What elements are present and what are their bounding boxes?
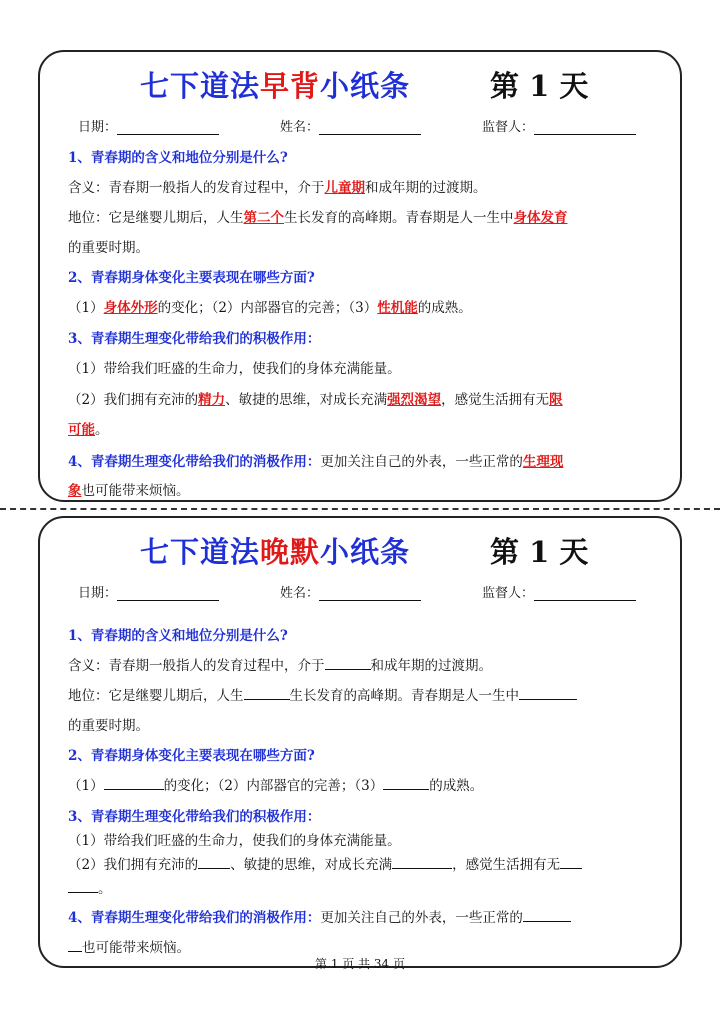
name-blank[interactable] — [319, 586, 421, 601]
date-label: 日期： — [78, 120, 118, 135]
answer-second: 第二个 — [243, 210, 284, 226]
positive-line-2-cont — [68, 418, 652, 438]
supervisor-field[interactable] — [482, 116, 636, 135]
card-title — [140, 64, 410, 105]
supervisor-field[interactable] — [482, 582, 636, 601]
text: （2）我们拥有充沛的 — [68, 392, 199, 408]
fill-blank[interactable] — [68, 938, 82, 952]
text: 也可能带来烦恼。 — [82, 940, 190, 956]
date-label: 日期： — [78, 586, 118, 601]
status-line — [68, 206, 652, 226]
title-prefix: 七下道法 — [140, 535, 261, 569]
question-2: 2、青春期身体变化主要表现在哪些方面? — [68, 748, 315, 764]
date-field[interactable] — [78, 582, 219, 601]
title-suffix: 小纸条 — [320, 535, 411, 569]
day-label: 第 1 天 — [490, 69, 589, 103]
question-1: 1、青春期的含义和地位分别是什么? — [68, 628, 288, 644]
card-title-row — [40, 64, 680, 108]
supervisor-label: 监督人： — [482, 120, 535, 135]
fill-blank[interactable] — [519, 686, 577, 700]
question-2: 2、青春期身体变化主要表现在哪些方面? — [68, 270, 315, 286]
answer-physiological: 生理现 — [522, 454, 564, 470]
status-line — [68, 684, 652, 704]
positive-line-1: （1）带给我们旺盛的生命力，使我们的身体充满能量。 — [68, 833, 401, 849]
date-blank[interactable] — [117, 586, 219, 601]
text: 、敏捷的思维，对成长充满 — [225, 392, 388, 408]
title-highlight: 早背 — [260, 69, 321, 103]
title-highlight: 晚默 — [260, 535, 321, 569]
fill-blank[interactable] — [383, 776, 429, 790]
text: 生长发育的高峰期。青春期是人一生中 — [289, 688, 519, 704]
answer-body-shape: 身体外形 — [103, 300, 158, 316]
fill-blank[interactable] — [104, 776, 164, 790]
text: 含义：青春期一般指人的发育过程中，介于 — [68, 180, 325, 196]
question-4-cont — [68, 936, 652, 956]
evening-dictation-card — [38, 516, 682, 968]
text: 。 — [98, 881, 112, 897]
name-label: 姓名： — [280, 586, 320, 601]
positive-line-1: （1）带给我们旺盛的生命力，使我们的身体充满能量。 — [68, 361, 401, 377]
question-1: 1、青春期的含义和地位分别是什么? — [68, 150, 288, 166]
card-title — [140, 530, 410, 571]
text: 也可能带来烦恼。 — [81, 483, 190, 499]
supervisor-blank[interactable] — [534, 586, 636, 601]
answer-energy: 精力 — [198, 392, 226, 408]
question-4: 4、青春期生理变化带给我们的消极作用： — [68, 454, 321, 470]
date-field[interactable] — [78, 116, 219, 135]
name-field[interactable] — [280, 116, 421, 135]
answer-sexual-function: 性机能 — [377, 300, 418, 316]
fill-blank[interactable] — [523, 908, 571, 922]
text: 的成熟。 — [417, 300, 472, 316]
definition-line — [68, 176, 652, 196]
answer-possible: 可能 — [68, 422, 95, 438]
text: ，感觉生活拥有无 — [441, 392, 550, 408]
answer-phenomenon: 象 — [68, 483, 82, 499]
page-footer: 第 1 页 共 34 页 — [315, 957, 405, 971]
answer-limit: 限 — [549, 392, 563, 408]
question-3: 3、青春期生理变化带给我们的积极作用： — [68, 331, 321, 347]
question-4-cont — [68, 479, 652, 499]
text: 和成年期的过渡期。 — [365, 180, 487, 196]
text: 含义：青春期一般指人的发育过程中，介于 — [68, 658, 325, 674]
answer-body-development: 身体发育 — [513, 210, 568, 226]
text: 的成熟。 — [429, 778, 484, 794]
question-4-line — [68, 450, 652, 470]
fill-blank[interactable] — [244, 686, 290, 700]
card-title-row — [40, 530, 680, 574]
supervisor-label: 监督人： — [482, 586, 535, 601]
name-field[interactable] — [280, 582, 421, 601]
text: 地位：它是继婴儿期后，人生 — [68, 210, 244, 226]
date-blank[interactable] — [117, 120, 219, 135]
positive-line-2-cont — [68, 877, 652, 897]
answer-strong-desire: 强烈渴望 — [387, 392, 442, 408]
positive-line-2 — [68, 388, 652, 408]
morning-recite-card — [38, 50, 682, 502]
title-suffix: 小纸条 — [320, 69, 411, 103]
fill-blank[interactable] — [392, 855, 452, 869]
answer-childhood: 儿童期 — [324, 180, 365, 196]
text: 的变化；（2）内部器官的完善；（3） — [163, 778, 384, 794]
body-change-line — [68, 296, 652, 316]
text: 地位：它是继婴儿期后，人生 — [68, 688, 244, 704]
text: 的变化；（2）内部器官的完善；（3） — [157, 300, 378, 316]
text: 。 — [95, 422, 109, 438]
question-4-line — [68, 906, 652, 926]
status-line-cont: 的重要时期。 — [68, 718, 149, 734]
definition-line — [68, 654, 652, 674]
fill-blank[interactable] — [68, 879, 98, 893]
title-prefix: 七下道法 — [140, 69, 261, 103]
text: （1） — [68, 300, 104, 316]
name-blank[interactable] — [319, 120, 421, 135]
question-3: 3、青春期生理变化带给我们的积极作用： — [68, 809, 321, 825]
day-label: 第 1 天 — [490, 535, 589, 569]
text: 更加关注自己的外表，一些正常的 — [320, 454, 523, 470]
text: （2）我们拥有充沛的 — [68, 857, 199, 873]
text: ，感觉生活拥有无 — [452, 857, 561, 873]
cut-line — [0, 508, 720, 510]
fill-blank[interactable] — [560, 855, 582, 869]
text: 生长发育的高峰期。青春期是人一生中 — [284, 210, 514, 226]
text: 、敏捷的思维，对成长充满 — [230, 857, 393, 873]
supervisor-blank[interactable] — [534, 120, 636, 135]
text: 和成年期的过渡期。 — [370, 658, 492, 674]
positive-line-2 — [68, 853, 652, 873]
question-4: 4、青春期生理变化带给我们的消极作用： — [68, 910, 321, 926]
name-label: 姓名： — [280, 120, 320, 135]
body-change-line — [68, 774, 652, 794]
text: 更加关注自己的外表，一些正常的 — [320, 910, 523, 926]
text: （1） — [68, 778, 104, 794]
fill-blank[interactable] — [325, 656, 371, 670]
fill-blank[interactable] — [198, 855, 230, 869]
status-line-cont: 的重要时期。 — [68, 240, 149, 256]
